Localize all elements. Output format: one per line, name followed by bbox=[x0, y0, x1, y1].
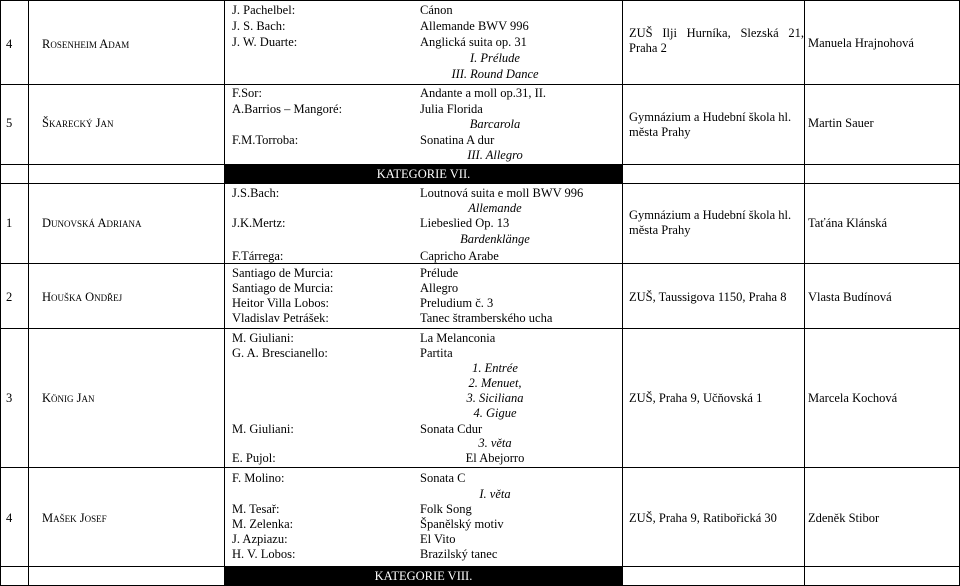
piece: 2. Menuet, bbox=[468, 376, 522, 390]
grid-line bbox=[0, 0, 960, 1]
piece: Brazilský tanec bbox=[420, 547, 498, 561]
composer: F.Tárrega: bbox=[232, 249, 284, 263]
teacher: Marcela Kochová bbox=[808, 391, 898, 405]
category-band: KATEGORIE VII. bbox=[224, 165, 623, 183]
piece: Tanec štramberského ucha bbox=[420, 311, 553, 325]
composer: J. W. Duarte: bbox=[232, 35, 298, 49]
grid-line bbox=[0, 328, 960, 329]
grid-line bbox=[804, 0, 805, 586]
composer: Santiago de Murcia: bbox=[232, 266, 334, 280]
school: ZUŠ, Taussigova 1150, Praha 8 bbox=[629, 290, 787, 304]
category-band: KATEGORIE VIII. bbox=[224, 567, 623, 585]
grid-line bbox=[0, 467, 960, 468]
teacher: Vlasta Budínová bbox=[808, 290, 892, 304]
composer: J. S. Bach: bbox=[232, 19, 286, 33]
composer: Heitor Villa Lobos: bbox=[232, 296, 329, 310]
composer: Vladislav Petrášek: bbox=[232, 311, 329, 325]
grid-line bbox=[622, 0, 623, 586]
piece: Sonatina A dur bbox=[420, 133, 495, 147]
composer: G. A. Brescianello: bbox=[232, 346, 328, 360]
piece: I. věta bbox=[479, 487, 511, 501]
composer: Santiago de Murcia: bbox=[232, 281, 334, 295]
piece: III. Round Dance bbox=[451, 67, 539, 81]
composer: J.K.Mertz: bbox=[232, 216, 286, 230]
grid-line bbox=[224, 0, 225, 586]
composer: F.Sor: bbox=[232, 86, 262, 100]
piece: Liebeslied Op. 13 bbox=[420, 216, 510, 230]
piece: Prélude bbox=[420, 266, 459, 280]
piece: Andante a moll op.31, II. bbox=[420, 86, 547, 100]
grid-line bbox=[28, 0, 29, 586]
school: ZUŠ, Praha 9, Učňovská 1 bbox=[629, 391, 763, 405]
row-number: 5 bbox=[6, 116, 13, 130]
piece: Sonata Cdur bbox=[420, 422, 483, 436]
piece: Preludium č. 3 bbox=[420, 296, 494, 310]
composer: A.Barrios – Mangoré: bbox=[232, 102, 343, 116]
piece: Partita bbox=[420, 346, 453, 360]
row-number: 4 bbox=[6, 37, 13, 51]
row-number: 2 bbox=[6, 290, 13, 304]
row-number: 3 bbox=[6, 391, 13, 405]
composer: H. V. Lobos: bbox=[232, 547, 296, 561]
composer: F. Molino: bbox=[232, 471, 285, 485]
grid-line bbox=[0, 84, 960, 85]
school: Gymnázium a Hudební škola hl. města Prahy bbox=[629, 208, 792, 237]
student-name: Dunovská Adriana bbox=[42, 216, 142, 230]
piece: Španělský motiv bbox=[420, 517, 504, 531]
piece: Loutnová suita e moll BWV 996 bbox=[420, 186, 584, 200]
piece: III. Allegro bbox=[467, 148, 523, 162]
composer: M. Tesař: bbox=[232, 502, 280, 516]
school: ZUŠ, Praha 9, Ratibořická 30 bbox=[629, 511, 777, 525]
composer: J. Azpiazu: bbox=[232, 532, 288, 546]
piece: 4. Gigue bbox=[473, 406, 517, 420]
piece: Julia Florida bbox=[420, 102, 483, 116]
piece: Sonata C bbox=[420, 471, 466, 485]
row-number: 4 bbox=[6, 511, 13, 525]
row-number: 1 bbox=[6, 216, 13, 230]
student-name: Houška Ondřej bbox=[42, 290, 123, 304]
piece: Allemande BWV 996 bbox=[420, 19, 529, 33]
school: ZUŠ Ilji Hurníka, Slezská 21, Praha 2 bbox=[629, 26, 804, 55]
piece: Anglická suita op. 31 bbox=[420, 35, 527, 49]
piece: I. Prélude bbox=[470, 51, 520, 65]
student-name: König Jan bbox=[42, 391, 95, 405]
teacher: Manuela Hrajnohová bbox=[808, 36, 914, 50]
teacher: Martin Sauer bbox=[808, 116, 874, 130]
student-name: Mašek Josef bbox=[42, 511, 107, 525]
grid-line bbox=[0, 183, 960, 184]
piece: Folk Song bbox=[420, 502, 472, 516]
piece: Allemande bbox=[468, 201, 522, 215]
school: Gymnázium a Hudební škola hl. města Prahy bbox=[629, 110, 792, 139]
composer: J. Pachelbel: bbox=[232, 3, 296, 17]
piece: 3. Siciliana bbox=[466, 391, 524, 405]
piece: Barcarola bbox=[469, 117, 521, 131]
piece: El Vito bbox=[420, 532, 456, 546]
piece: 1. Entrée bbox=[472, 361, 518, 375]
composer: F.M.Torroba: bbox=[232, 133, 299, 147]
piece: Allegro bbox=[420, 281, 459, 295]
piece: 3. věta bbox=[478, 436, 512, 450]
composer: M. Giuliani: bbox=[232, 331, 294, 345]
teacher: Zdeněk Stibor bbox=[808, 511, 880, 525]
grid-line bbox=[0, 263, 960, 264]
teacher: Taťána Klánská bbox=[808, 216, 888, 230]
composer: M. Giuliani: bbox=[232, 422, 294, 436]
student-name: Rosenheim Adam bbox=[42, 37, 130, 51]
piece: La Melanconia bbox=[420, 331, 496, 345]
piece: El Abejorro bbox=[465, 451, 525, 465]
student-name: Škarecký Jan bbox=[42, 116, 114, 130]
composer: M. Zelenka: bbox=[232, 517, 294, 531]
composer: J.S.Bach: bbox=[232, 186, 280, 200]
piece: Capricho Arabe bbox=[420, 249, 499, 263]
grid-line bbox=[0, 0, 1, 586]
piece: Bardenklänge bbox=[460, 232, 530, 246]
composer: E. Pujol: bbox=[232, 451, 276, 465]
piece: Cánon bbox=[420, 3, 453, 17]
